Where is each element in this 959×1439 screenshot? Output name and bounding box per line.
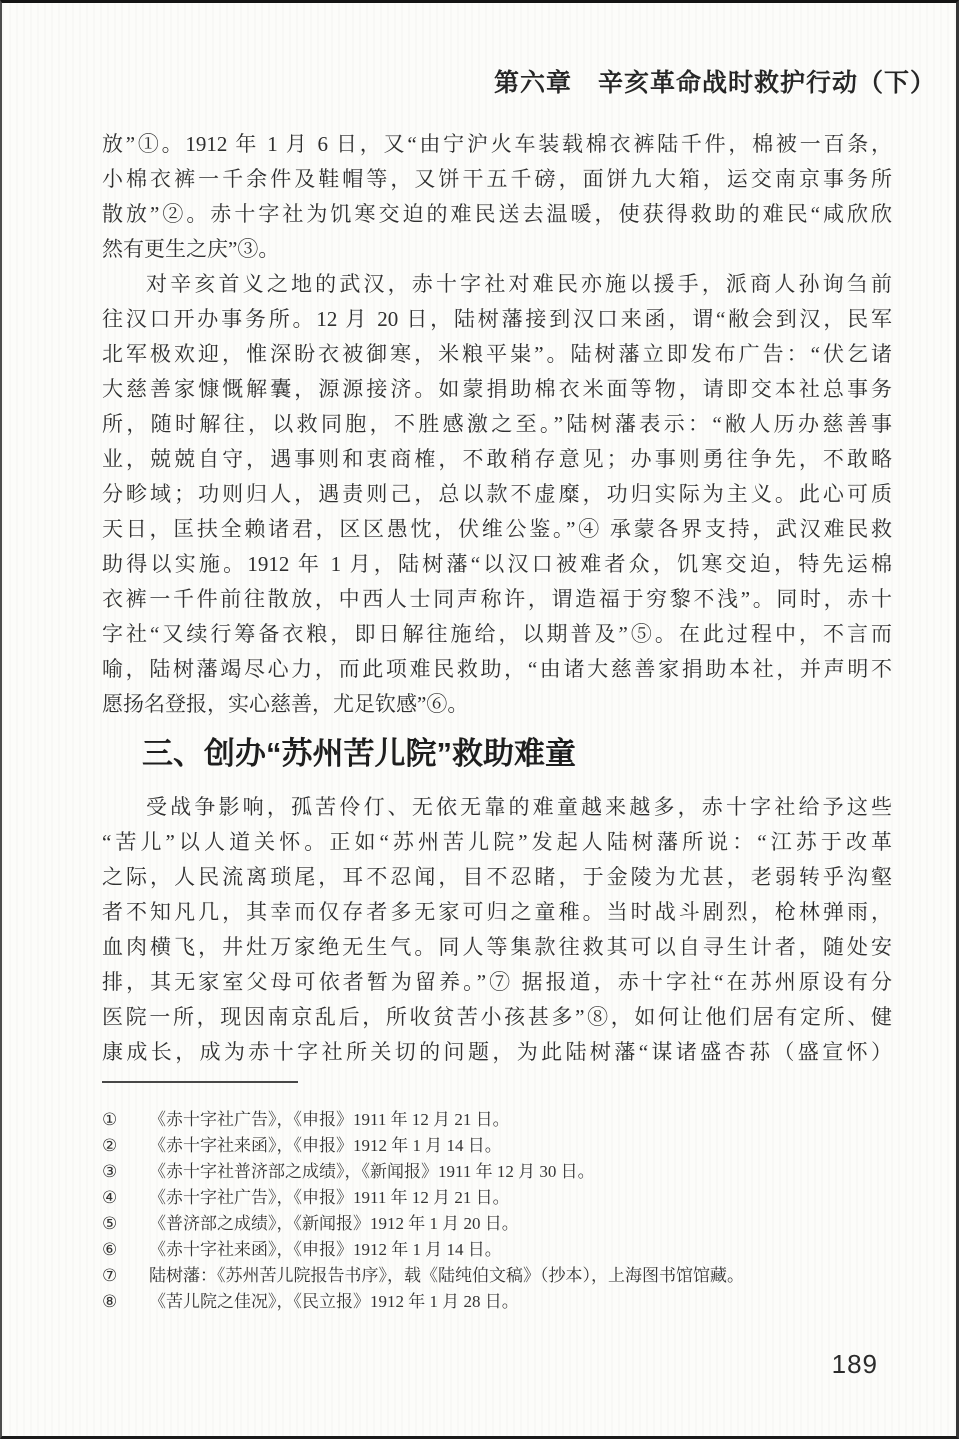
text-line: 受战争影响，孤苦伶仃、无依无靠的难童越来越多，赤十字社给予这些 — [146, 795, 892, 819]
text-line: 血肉横飞，井灶万家绝无生气。同人等集款往救其可以自寻生计者，随处安 — [102, 935, 892, 959]
footnote-marker: ① — [102, 1110, 118, 1129]
text-line: 康成长，成为赤十字社所关切的问题，为此陆树藩“谋诸盛杏荪（盛宣怀） — [102, 1040, 892, 1064]
footnote-text: 《赤十字社广告》，《申报》1911 年 12 月 21 日。 — [149, 1188, 510, 1207]
footnote-item — [102, 1107, 902, 1133]
footnote-item — [102, 1133, 902, 1159]
text-line: 者不知凡几，其幸而仅存者多无家可归之童稚。当时战斗剧烈，枪林弹雨， — [102, 900, 892, 924]
footnote-text: 陆树藩：《苏州苦儿院报告书序》，载《陆纯伯文稿》（抄本），上海图书馆馆藏。 — [149, 1266, 744, 1285]
footnote-list — [102, 1107, 902, 1315]
footnote-text: 《赤十字社来函》，《申报》1912 年 1 月 14 日。 — [149, 1240, 502, 1259]
footnote-marker: ④ — [102, 1188, 118, 1207]
footnote-marker: ⑥ — [102, 1240, 118, 1259]
text-line: “苦儿”以人道关怀。正如“苏州苦儿院”发起人陆树藩所说：“江苏于改革 — [102, 830, 892, 854]
footnote-text: 《苦儿院之佳况》，《民立报》1912 年 1 月 28 日。 — [149, 1292, 519, 1311]
footnotes-section — [102, 1081, 902, 1315]
footnote-marker: ③ — [102, 1162, 118, 1181]
footnote-marker: ② — [102, 1136, 118, 1155]
text-line: 助得以实施。1912 年 1 月，陆树藩“以汉口被难者众，饥寒交迫，特先运棉 — [102, 552, 892, 576]
text-line: 放”①。1912 年 1 月 6 日，又“由宁沪火车装载棉衣裤陆千件，棉被一百条， — [102, 132, 892, 156]
text-line: 对辛亥首义之地的武汉，赤十字社对难民亦施以援手，派商人孙询刍前 — [146, 272, 892, 296]
text-line: 往汉口开办事务所。12 月 20 日，陆树藩接到汉口来函，谓“敝会到汉，民军 — [102, 307, 892, 331]
footnote-marker: ⑤ — [102, 1214, 118, 1233]
text-line: 然有更生之庆”③。 — [102, 237, 280, 261]
footnote-text: 《普济部之成绩》，《新闻报》1912 年 1 月 20 日。 — [149, 1214, 519, 1233]
text-line: 之际，人民流离琐尾，耳不忍闻，目不忍睹，于金陵为尤甚，老弱转乎沟壑 — [102, 865, 892, 889]
text-line: 所，随时解往，以救同胞，不胜感激之至。”陆树藩表示：“敝人历办慈善事 — [102, 412, 892, 436]
footnote-item — [102, 1185, 902, 1211]
text-line: 散放”②。赤十字社为饥寒交迫的难民送去温暖，使获得救助的难民“咸欣欣 — [102, 202, 892, 226]
text-line: 字社“又续行筹备衣粮，即日解往施给，以期普及”⑤。在此过程中，不言而 — [102, 622, 892, 646]
text-line: 业，兢兢自守，遇事则和衷商榷，不敢稍存意见；办事则勇往争先，不敢略 — [102, 447, 892, 471]
text-line: 天日，匡扶全赖诸君，区区愚忱，伏维公鉴。”④ 承蒙各界支持，武汉难民救 — [102, 517, 892, 541]
text-line: 分畛域；功则归人，遇责则己，总以款不虚糜，功归实际为主义。此心可质 — [102, 482, 892, 506]
footnote-text: 《赤十字社普济部之成绩》，《新闻报》1911 年 12 月 30 日。 — [149, 1162, 595, 1181]
text-line: 衣裤一千件前往散放，中西人士同声称许，谓造福于穷黎不浅”。同时，赤十 — [102, 587, 892, 611]
section-heading: 三、创办“苏州苦儿院”救助难童 — [142, 736, 576, 771]
footnote-text: 《赤十字社来函》，《申报》1912 年 1 月 14 日。 — [149, 1136, 502, 1155]
text-line: 医院一所，现因南京乱后，所收贫苦小孩甚多”⑧，如何让他们居有定所、健 — [102, 1005, 892, 1029]
footnote-item — [102, 1289, 902, 1315]
paragraph-continuation — [102, 127, 892, 267]
footnote-item — [102, 1237, 902, 1263]
text-line: 愿扬名登报，实心慈善，尤足钦感”⑥。 — [102, 692, 469, 716]
footnote-marker: ⑦ — [102, 1266, 118, 1285]
text-line: 北军极欢迎，惟深盼衣被御寒，米粮平粜”。陆树藩立即发布广告：“伏乞诸 — [102, 342, 892, 366]
paragraph-suzhou-orphanage — [102, 790, 892, 1070]
footnote-text: 《赤十字社广告》，《申报》1911 年 12 月 21 日。 — [149, 1110, 510, 1129]
text-line: 喻，陆树藩竭尽心力，而此项难民救助，“由诸大慈善家捐助本社，并声明不 — [102, 657, 892, 681]
footnote-separator — [102, 1081, 298, 1083]
footnote-marker: ⑧ — [102, 1292, 118, 1311]
page-number: 189 — [831, 1349, 878, 1379]
footnote-item — [102, 1211, 902, 1237]
footnote-item — [102, 1159, 902, 1185]
running-head: 第六章 辛亥革命战时救护行动（下） — [493, 69, 936, 97]
footnote-item — [102, 1263, 902, 1289]
text-line: 大慈善家慷慨解囊，源源接济。如蒙捐助棉衣米面等物，请即交本社总事务 — [102, 377, 892, 401]
paragraph-wuhan-relief — [102, 267, 892, 722]
text-line: 排，其无家室父母可依者暂为留养。”⑦ 据报道，赤十字社“在苏州原设有分 — [102, 970, 892, 994]
page-content — [102, 127, 892, 1070]
text-line: 小棉衣裤一千余件及鞋帽等，又饼干五千磅，面饼九大箱，运交南京事务所 — [102, 167, 892, 191]
